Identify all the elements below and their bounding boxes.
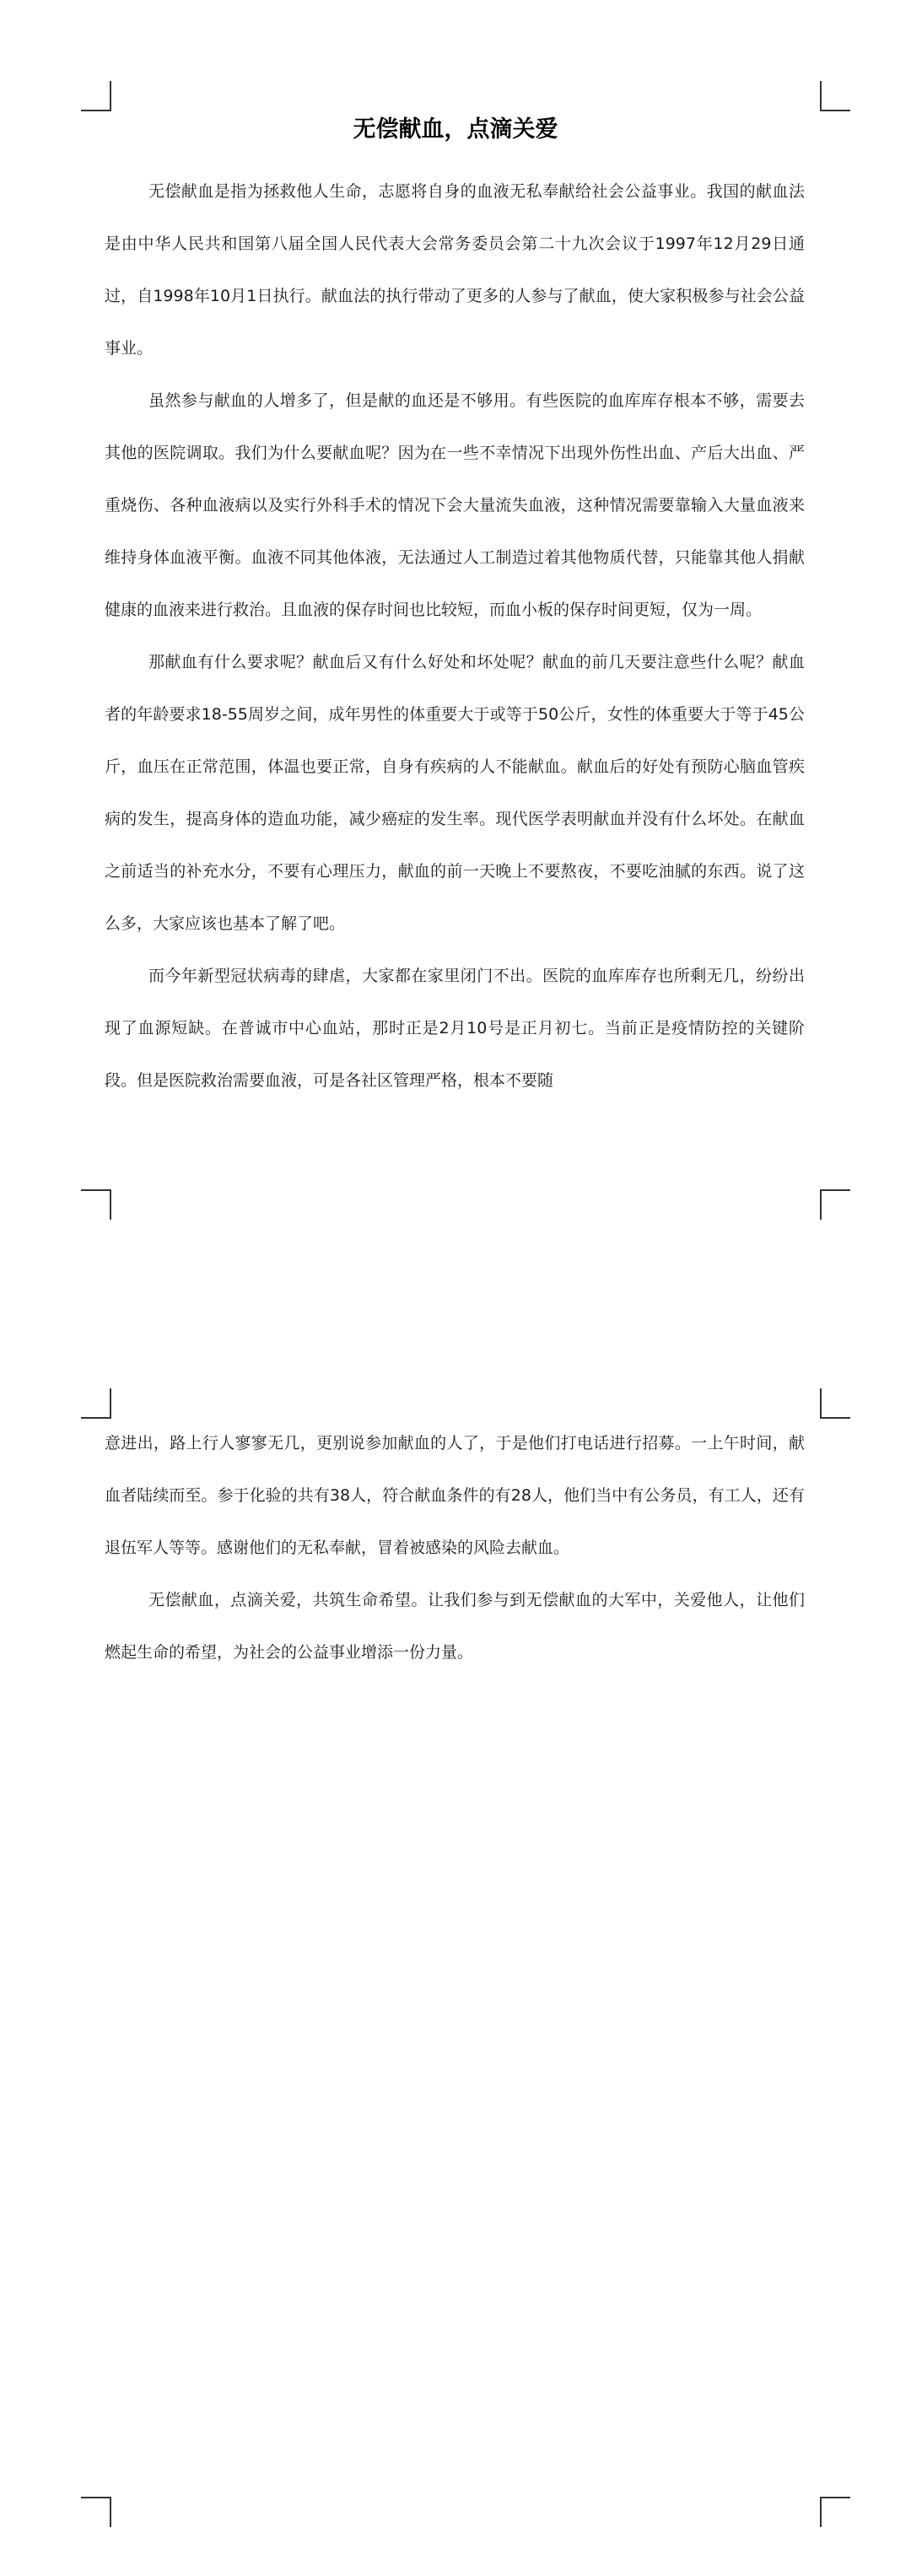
paragraph: 意进出，路上行人寥寥无几，更别说参加献血的人了，于是他们打电话进行招募。一上午时间，献血者陆续而至。参于化验的共有38人，符合献血条件的有28人，他们当中有公务员，有工人，还有退伍军人等等。感谢他们的无私奉献，冒着被感染的风险去献血。 xyxy=(105,1434,805,1557)
page-corner-mark-bottom-left xyxy=(81,1189,111,1220)
page-corner-mark-bottom-right xyxy=(820,2497,850,2527)
page-corner-mark-top-left xyxy=(81,1388,111,1419)
page-1-body xyxy=(105,165,805,1107)
document-page-1 xyxy=(0,0,911,1189)
paragraph: 无偿献血是指为拯救他人生命，志愿将自身的血液无私奉献给社会公益事业。我国的献血法是由中华人民共和国第八届全国人民代表大会常务委员会第二十九次会议于1997年12月29日通过，自1998年10月1日执行。献血法的执行带动了更多的人参与了献血，使大家积极参与社会公益事业。 xyxy=(105,182,805,358)
paragraph: 那献血有什么要求呢？献血后又有什么好处和坏处呢？献血的前几天要注意些什么呢？献血者的年龄要求18-55周岁之间，成年男性的体重要大于或等于50公斤，女性的体重要大于等于45公斤，血压在正常范围，体温也要正常，自身有疾病的人不能献血。献血后的好处有预防心脑血管疾病的发生，提高身体的造血功能，减少癌症的发生率。现代医学表明献血并没有什么坏处。在献血之前适当的补充水分，不要有心理压力，献血的前一天晚上不要熬夜，不要吃油腻的东西。说了这么多，大家应该也基本了解了吧。 xyxy=(105,653,805,933)
page-corner-mark-bottom-right xyxy=(820,1189,850,1220)
page-corner-mark-top-right xyxy=(820,1388,850,1419)
paragraph: 虽然参与献血的人增多了，但是献的血还是不够用。有些医院的血库库存根本不够，需要去其他的医院调取。我们为什么要献血呢？因为在一些不幸情况下出现外伤性出血、产后大出血、严重烧伤、各种血液病以及实行外科手术的情况下会大量流失血液，这种情况需要靠输入大量血液来维持身体血液平衡。血液不同其他体液，无法通过人工制造过着其他物质代替，只能靠其他人捐献健康的血液来进行救治。且血液的保存时间也比较短，而血小板的保存时间更短，仅为一周。 xyxy=(105,391,805,619)
page-corner-mark-top-right xyxy=(820,81,850,111)
document-title: 无偿献血，点滴关爱 xyxy=(353,116,558,143)
page-2-body xyxy=(105,1417,805,1679)
document-page-2 xyxy=(0,1383,911,2576)
paragraph: 而今年新型冠状病毒的肆虐，大家都在家里闭门不出。医院的血库库存也所剩无几，纷纷出现了血源短缺。在普诚市中心血站，那时正是2月10号是正月初七。当前正是疫情防控的关键阶段。但是医院救治需要血液，可是各社区管理严格，根本不要随 xyxy=(105,967,805,1090)
page-corner-mark-bottom-left xyxy=(81,2497,111,2527)
paragraph: 无偿献血，点滴关爱，共筑生命希望。让我们参与到无偿献血的大军中，关爱他人，让他们燃起生命的希望，为社会的公益事业增添一份力量。 xyxy=(105,1591,805,1662)
page-corner-mark-top-left xyxy=(81,81,111,111)
